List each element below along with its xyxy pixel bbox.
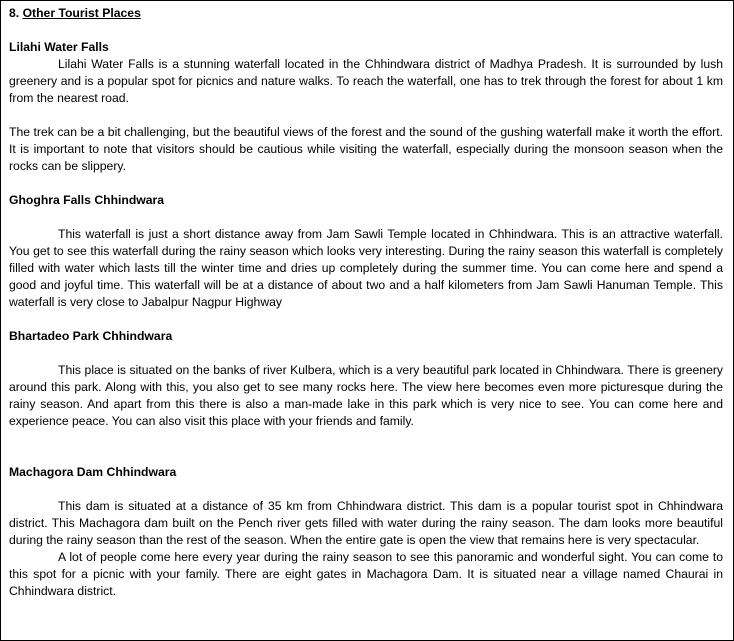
paragraph-machagora-1: This dam is situated at a distance of 35 km from Chhindwara district. This dam is a popular tourist spot in Chhindwara district. This Machagora dam built on the Pench river gets filled with water during the rainy season. The dam looks more beautiful during the rainy season than the rest of the season. When the entire gate is open the view that remains here is very spectacular.: [9, 499, 723, 547]
paragraph-ghoghra-1: This waterfall is just a short distance away from Jam Sawli Temple located in Chhindwara. This is an attractive waterfall. You get to see this waterfall during the rainy season which looks very interesting. During the rainy season this waterfall is completely filled with water which lasts till the winter time and dries up completely during the summer time. You can come here and spend a good and joyful time. This waterfall will be at a distance of about two and a half kilometers from Jam Sawli Hanuman Temple. This waterfall is very close to Jabalpur Nagpur Highway: [9, 227, 723, 309]
paragraph-machagora-2: A lot of people come here every year during the rainy season to see this panoramic and wonderful sight. You can come to this spot for a picnic with your family. There are eight gates in Machagora Dam. It is situated near a village named Chaurai in Chhindwara district.: [9, 550, 723, 598]
heading-machagora-dam: Machagora Dam Chhindwara: [9, 465, 177, 479]
section-title-text: Other Tourist Places: [22, 6, 141, 20]
paragraph-lilahi-1: Lilahi Water Falls is a stunning waterfall located in the Chhindwara district of Madhya Pradesh. It is surrounded by lush greenery and is a popular spot for picnics and nature walks. To reach the waterfall, one has to trek through the forest for about 1 km from the nearest road.: [9, 57, 723, 105]
section-number: 8.: [9, 6, 20, 20]
document-content: [9, 5, 723, 600]
paragraph-lilahi-2: The trek can be a bit challenging, but the beautiful views of the forest and the sound of the gushing waterfall make it worth the effort. It is important to note that visitors should be cautious while visiting the waterfall, especially during the monsoon season when the rocks can be slippery.: [9, 125, 723, 173]
heading-ghoghra-falls: Ghoghra Falls Chhindwara: [9, 193, 165, 207]
section-title: [9, 5, 723, 22]
heading-lilahi-water-falls: Lilahi Water Falls: [9, 40, 109, 54]
heading-bhartadeo-park: Bhartadeo Park Chhindwara: [9, 329, 173, 343]
paragraph-bhartadeo-1: This place is situated on the banks of river Kulbera, which is a very beautiful park located in Chhindwara. There is greenery around this park. Along with this, you also get to see many rocks here. The view here becomes even more picturesque during the rainy season. And apart from this there is also a man-made lake in this park which is very nice to see. You can come here and experience peace. You can also visit this place with your friends and family.: [9, 363, 723, 428]
